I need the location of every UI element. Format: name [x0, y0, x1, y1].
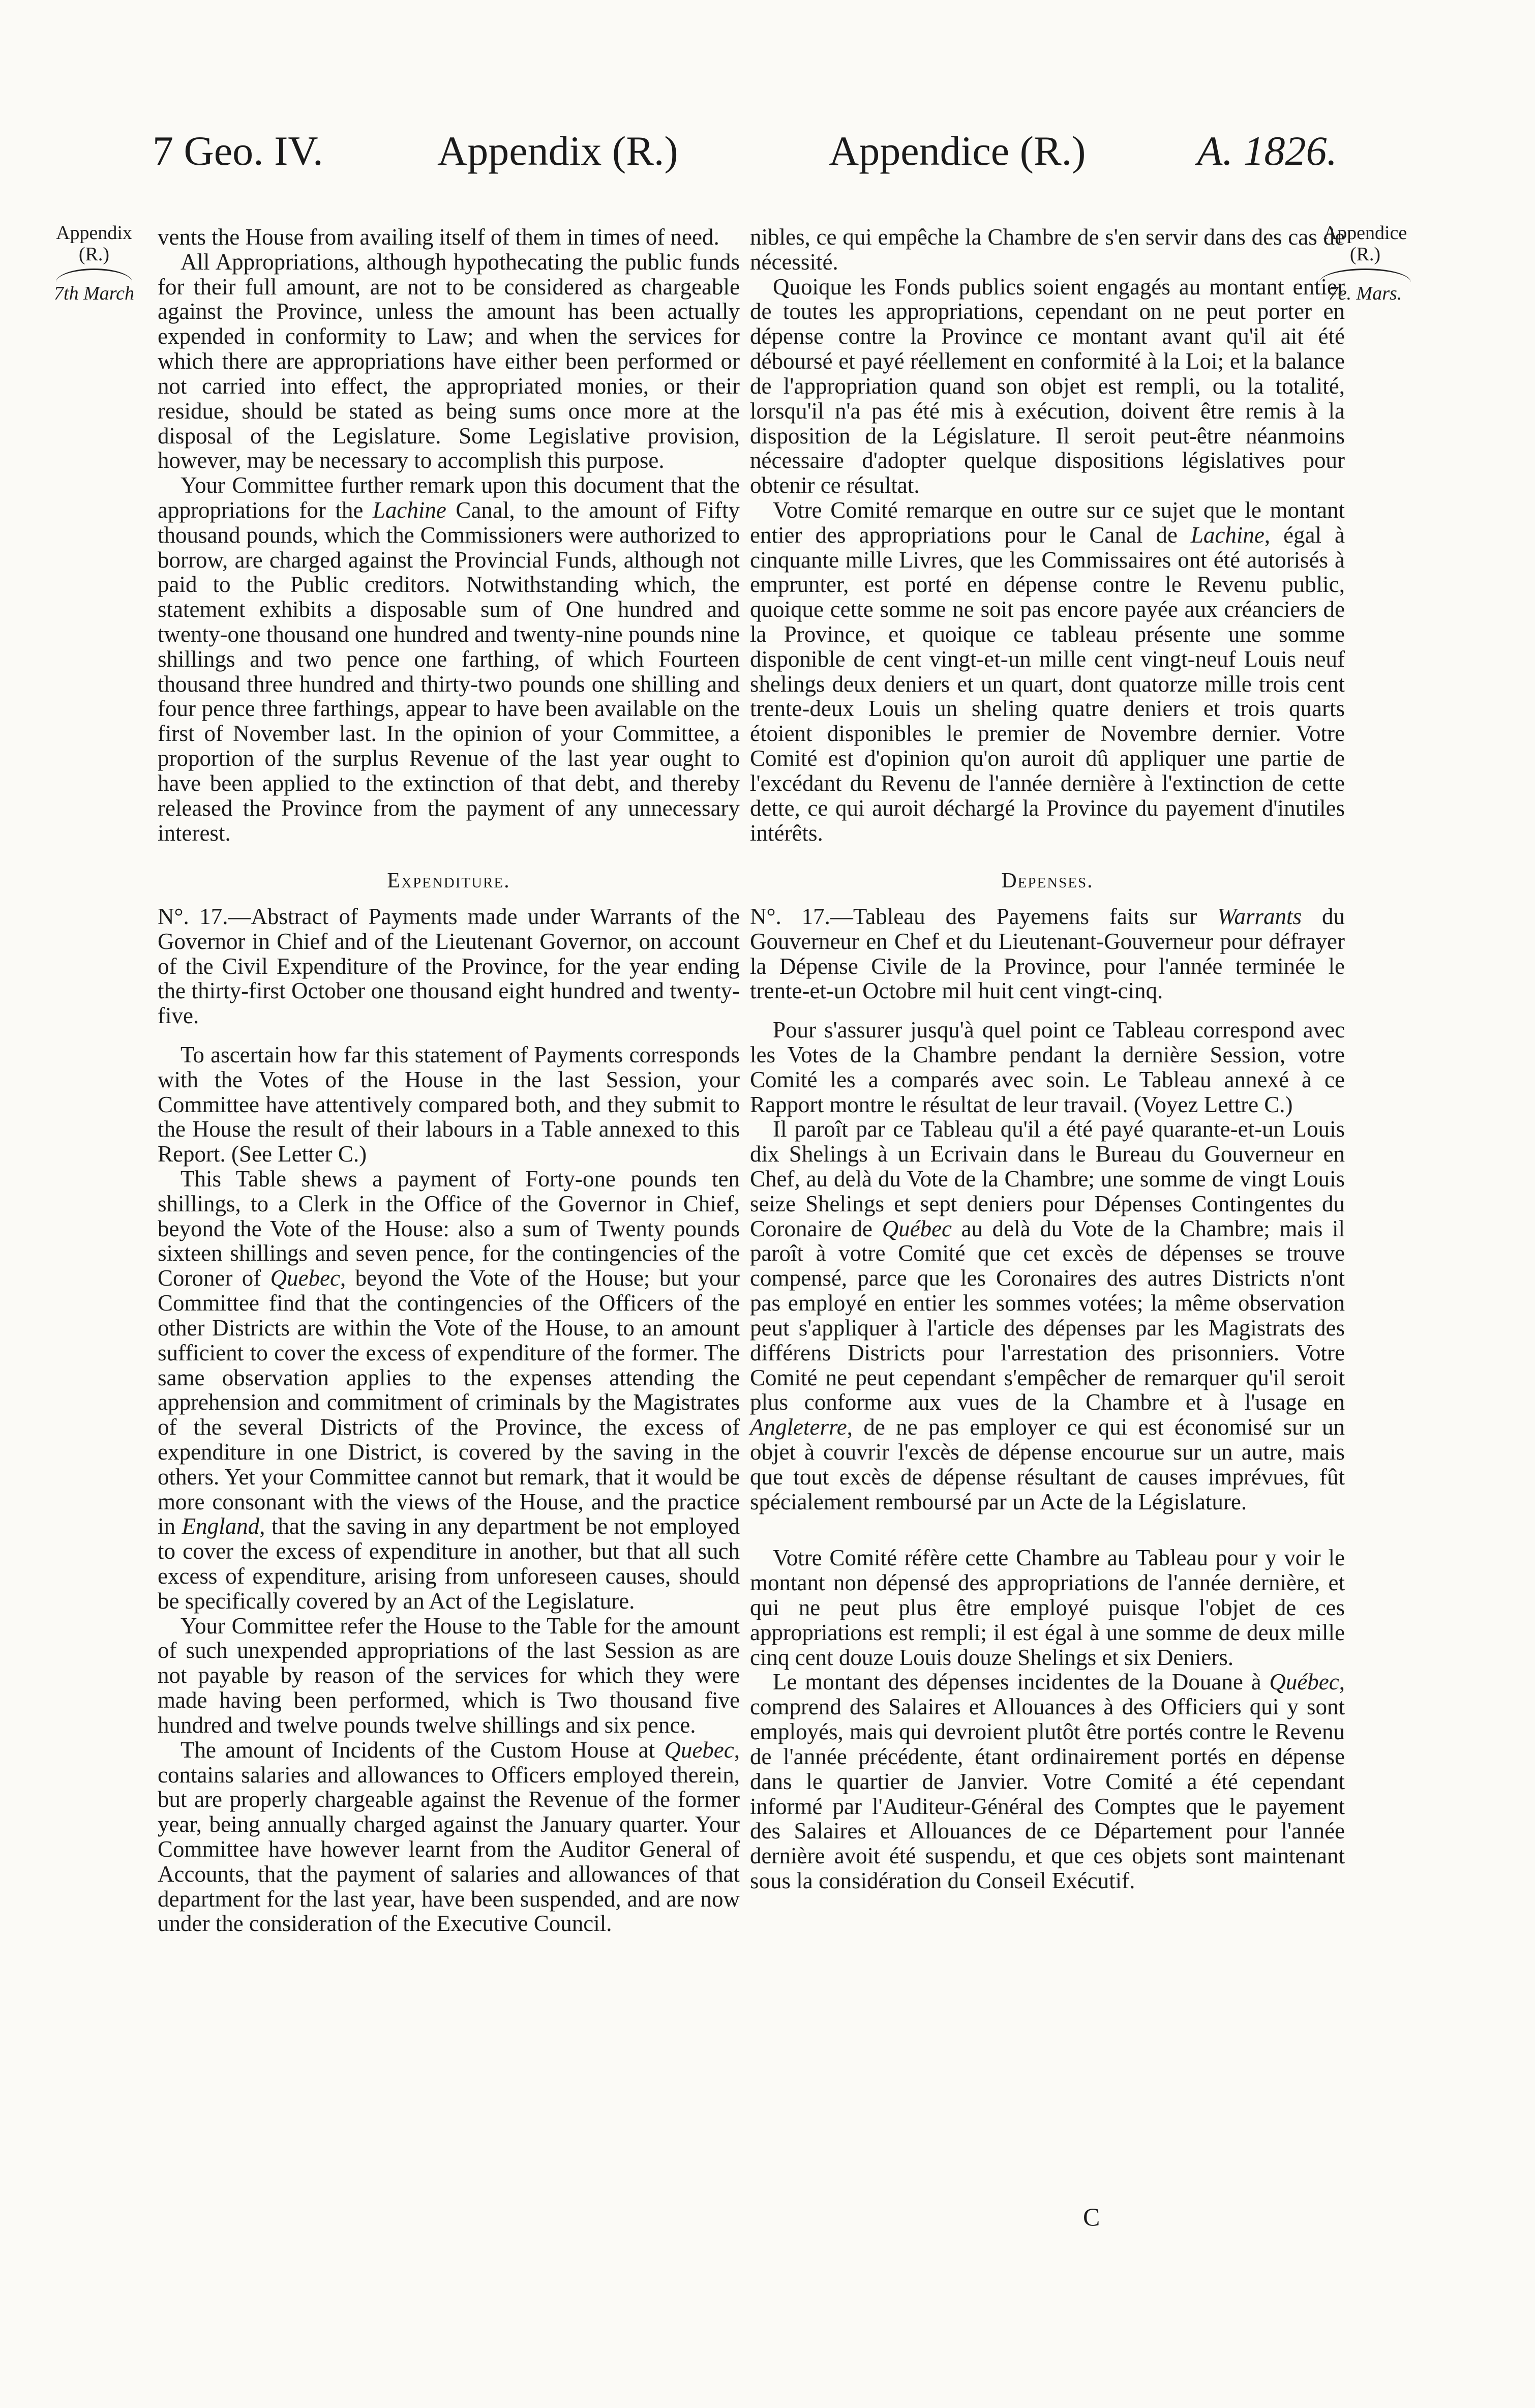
paragraph: The amount of Incidents of the Custom House at Quebec, contains salaries and allowances to Officers employed therein, but are properly chargeable against the Revenue of the former year, being annually charged against the January quarter. Your Committee have however learnt from the Auditor General of Accounts, that the payment of salaries and allowances of that department for the last year, have been suspended, and are now under the consideration of the Executive Council.	[158, 1737, 740, 1937]
signature-mark: C	[1083, 2203, 1100, 2231]
english-column	[158, 225, 740, 1936]
paragraph: All Appropriations, although hypothecating the public funds for their full amount, are not to be considered as chargeable against the Province, unless the amount has been actually expended in conformity to Law; and when the services for which there are appropriations have either been performed or not carried into effect, the appropriated monies, or their residue, should be stated as being sums once more at the disposal of the Legislature. Some Legislative provision, however, may be necessary to accomplish this purpose.	[158, 249, 740, 473]
margin-date-fr: 7e. Mars.	[1328, 282, 1402, 304]
paragraph-gap	[750, 1514, 1345, 1545]
paragraph: Votre Comité remarque en outre sur ce sujet que le montant entier des appropriations pour le Canal de Lachine, égal à cinquante mille Livres, que les Commissaires ont été autorisés à emprunter, est porté en dépense contre le Revenu public, quoique cette somme ne soit pas encore payée aux créanciers de la Province, et quoique ce tableau présente une somme disponible de cent vingt-et-un mille cent vingt-neuf Louis neuf shelings deux deniers et un quart, dont quatorze mille trois cent trente-deux Louis un sheling quatre deniers et trois quarts étoient disponibles le premier de Novembre dernier. Votre Comité est d'opinion qu'on auroit dû appliquer une partie de l'excédant du Revenu de l'année dernière à l'extinction de cette dette, ce qui auroit déchargé la Province du payement d'inutiles intérêts.	[750, 497, 1345, 846]
margin-appendice-label: Appendice	[1323, 222, 1407, 244]
paragraph: Your Committee refer the House to the Table for the amount of such unexpended appropriations of the last Session as are not payable by reason of the services for which they were made having been performed, which is Two thousand five hundred and twelve pounds twelve shillings and six pence.	[158, 1613, 740, 1738]
header-regnal-year: 7 Geo. IV.	[153, 128, 323, 174]
page-header	[153, 127, 1337, 198]
margin-date: 7th March	[54, 282, 134, 304]
paragraph: Il paroît par ce Tableau qu'il a été payé quarante-et-un Louis dix Shelings à un Ecrivain dans le Bureau du Gouverneur en Chef, au delà du Vote de la Chambre; une somme de vingt Louis seize Shelings et sept deniers pour Dépenses Contingentes du Coronaire de Québec au delà du Vote de la Chambre; mais il paroît à votre Comité que cet excès de dépenses se trouve compensé, parce que les Coronaires des autres Districts n'ont pas employé en entier les sommes votées; la même observation peut s'appliquer à l'article des dépenses par les Magistrats des différens Districts pour l'arrestation des prisonniers. Votre Comité ne peut cependant s'empêcher de remarquer qu'il seroit plus conforme aux vues de la Chambre et à l'usage en Angleterre, de ne pas employer ce qui est économisé sur un objet à couvrir l'excès de dépense encourue sur un autre, mais que tout excès de dépense résultant de causes imprévues, fût spécialement remboursé par un Acte de la Législature.	[750, 1116, 1345, 1514]
french-column	[750, 225, 1345, 1893]
margin-brace	[56, 269, 132, 282]
abstract-title: N°. 17.—Tableau des Payemens faits sur Warrants du Gouverneur en Chef et du Lieutenant-Gouverneur pour défrayer la Dépense Civile de la Province, pour l'année terminée le trente-et-un Octobre mil huit cent vingt-cinq.	[750, 903, 1345, 1004]
abstract-title: N°. 17.—Abstract of Payments made under Warrants of the Governor in Chief and of the Lieutenant Governor, on account of the Civil Expenditure of the Province, for the year ending the thirty-first October one thousand eight hundred and twenty-five.	[158, 903, 740, 1029]
margin-appendix-letter: (R.)	[78, 243, 110, 265]
margin-appendice-letter: (R.)	[1349, 243, 1381, 265]
paragraph: To ascertain how far this statement of Payments corresponds with the Votes of the House in the last Session, your Committee have attentively compared both, and they submit to the House the result of their labours in a Table annexed to this Report. (See Letter C.)	[158, 1042, 740, 1167]
section-heading: Expenditure.	[387, 869, 510, 893]
paragraph: Pour s'assurer jusqu'à quel point ce Tableau correspond avec les Votes de la Chambre pendant la dernière Session, votre Comité les a comparés avec soin. Le Tableau annexé à ce Rapport montre le résultat de leur travail. (Voyez Lettre C.)	[750, 1017, 1345, 1117]
header-appendix-english: Appendix (R.)	[437, 128, 678, 174]
header-year: A. 1826.	[1197, 128, 1337, 174]
section-heading: Depenses.	[1001, 869, 1094, 893]
paragraph: Le montant des dépenses incidentes de la Douane à Québec, comprend des Salaires et Allouances à des Officiers qui y sont employés, mais qui devroient plutôt être portés contre le Revenu de l'année précédente, étant ordinairement portés en dépense dans le quartier de Janvier. Votre Comité a été cependant informé par l'Auditeur-Général des Comptes que le payement des Salaires et Allouances de ce Département pour l'année dernière avoit été suspendu, et que ces objets sont maintenant sous la considération du Conseil Exécutif.	[750, 1669, 1345, 1893]
header-appendix-french: Appendice (R.)	[829, 128, 1086, 174]
paragraph: Quoique les Fonds publics soient engagés au montant entier de toutes les appropriations, cependant on ne peut porter en dépense contre la Province ce montant avant qu'il ait été déboursé et payé réellement en conformité à la Loi; et la balance de l'appropriation quand son objet est rempli, ou la totalité, lorsqu'il n'a pas été mis à exécution, doivent être remis à la disposition de la Législature. Il seroit peut-être néanmoins nécessaire d'adopter quelque dispositions législatives pour obtenir ce résultat.	[750, 274, 1345, 498]
paragraph: Votre Comité réfère cette Chambre au Tableau pour y voir le montant non dépensé des appropriations de l'année dernière, et qui ne peut plus être employé puisque l'objet de ces appropriations est rempli; il est égal à une somme de deux mille cinq cent douze Louis douze Shelings et six Deniers.	[750, 1545, 1345, 1670]
margin-appendix-label: Appendix	[56, 222, 132, 244]
paragraph: vents the House from availing itself of them in times of need.	[158, 224, 719, 250]
paragraph: This Table shews a payment of Forty-one pounds ten shillings, to a Clerk in the Office of the Governor in Chief, beyond the Vote of the House: also a sum of Twenty pounds sixteen shillings and seven pence, for the contingencies of the Coroner of Quebec, beyond the Vote of the House; but your Committee find that the contingencies of the Officers of the other Districts are within the Vote of the House, to an amount sufficient to cover the excess of expenditure of the former. The same observation applies to the expenses attending the apprehension and commitment of criminals by the Magistrates of the several Districts of the Province, the excess of expenditure in one District, is covered by the saving in the others. Yet your Committee cannot but remark, that it would be more consonant with the views of the House, and the practice in England, that the saving in any department be not employed to cover the excess of expenditure in another, but that all such excess of expenditure, arising from unforeseen causes, should be specifically covered by an Act of the Legislature.	[158, 1166, 740, 1614]
margin-note-left	[46, 223, 142, 304]
paragraph: Your Committee further remark upon this document that the appropriations for the Lachine Canal, to the amount of Fifty thousand pounds, which the Commissioners were authorized to borrow, are charged against the Provincial Funds, although not paid to the Public creditors. Notwithstanding which, the statement exhibits a disposable sum of One hundred and twenty-one thousand one hundred and twenty-nine pounds nine shillings and two pence one farthing, of which Fourteen thousand three hundred and thirty-two pounds one shilling and four pence three farthings, appear to have been available on the first of November last. In the opinion of your Committee, a proportion of the surplus Revenue of the last year ought to have been applied to the extinction of that debt, and thereby released the Province from the payment of any unnecessary interest.	[158, 472, 740, 846]
paragraph: nibles, ce qui empêche la Chambre de s'en servir dans des cas de nécessité.	[750, 224, 1345, 275]
